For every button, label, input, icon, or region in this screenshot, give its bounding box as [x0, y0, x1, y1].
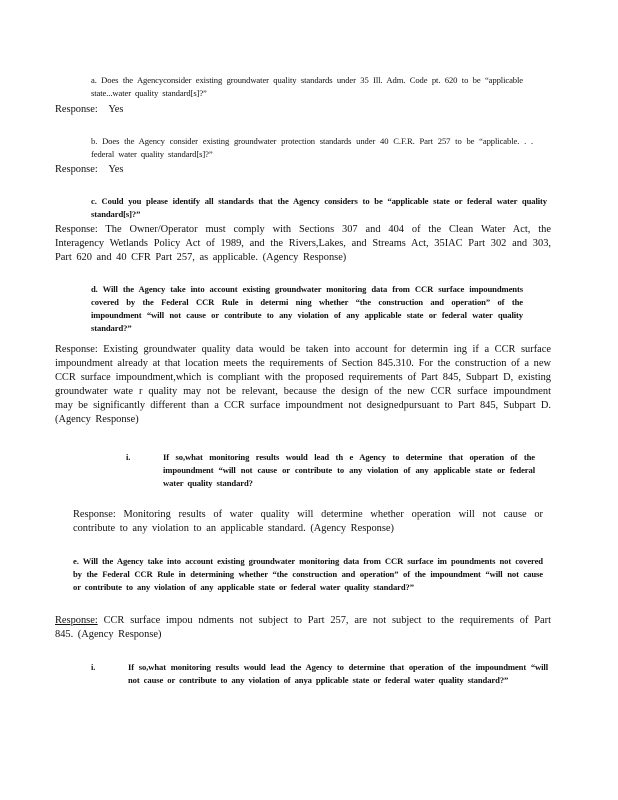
response-e — [55, 614, 551, 642]
response-label: Response: — [55, 104, 98, 115]
response-text: Existing groundwater quality data would be taken into account for determin ing if a CCR surface impoundment already at that location meets the requirements of Section 845.310. For the construction of a new CCR surface impoundment,which is compliant with the proposed requirements of Part 845, Subpart D, existing groundwater wate r quality may not be relevant, because the design of the new CCR surface impoundment may be significantly different than a CCR surface impoundment not designedpursuant to Part 845, Subpart D.(Agency Response) — [55, 344, 551, 425]
response-c — [55, 223, 551, 265]
response-text: Monitoring results of water quality will determine whether operation will not cause or contribute to any violation to an applicable standard. (Agency Response) — [73, 509, 543, 534]
response-d — [55, 343, 551, 427]
response-text: CCR surface impou ndments not subject to Part 257, are not subject to the requirements of Part 845. (Agency Response) — [55, 615, 551, 640]
response-text: The Owner/Operator must comply with Sections 307 and 404 of the Clean Water Act, the Interagency Wetlands Policy Act of 1989, and the Rivers,Lakes, and Streams Act, 35IAC Part 302 and 303, Part 620 and 40 CFR Part 257, as applicable. (Agency Response) — [55, 224, 551, 263]
sub-item-marker: i. — [91, 662, 96, 672]
response-label: Response: — [55, 224, 98, 235]
response-b — [55, 163, 123, 177]
response-label: Response: — [55, 344, 98, 355]
question-c: c. Could you please identify all standards that the Agency considers to be “applicable state or federal water quality standard[s]?” — [91, 196, 547, 219]
response-text: Yes — [108, 164, 124, 175]
question-e-i: If so,what monitoring results would lead the Agency to determine that operation of the impoundment “will not cause or contribute to any violation of anya pplicable state or federal water quality standard?” — [128, 662, 548, 685]
response-text: Yes — [108, 104, 124, 115]
response-a — [55, 103, 123, 117]
response-d-i — [73, 508, 543, 536]
response-label: Response: — [73, 509, 116, 520]
question-e: e. Will the Agency take into account existing groundwater monitoring data from CCR surface im poundments not covered by the Federal CCR Rule in determining whether “the construction and operation” of the impoundment “will not cause or contribute to any violation of any applicable state or federal water quality standard?” — [73, 556, 543, 592]
question-a: a. Does the Agencyconsider existing groundwater quality standards under 35 Ill. Adm. Code pt. 620 to be “applicable state...water quality standard[s]?” — [91, 75, 523, 98]
question-b: b. Does the Agency consider existing groundwater protection standards under 40 C.F.R. Part 257 to be “applicable. . . federal water quality standard[s]?” — [91, 136, 533, 159]
response-label: Response: — [55, 164, 98, 175]
sub-item-marker: i. — [126, 452, 131, 462]
question-d: d. Will the Agency take into account existing groundwater monitoring data from CCR surface impoundments covered by the Federal CCR Rule in determi ning whether “the construction and operation” of the impoundment “will not cause or contribute to any violation of any applicable state or federal water quality standard?” — [91, 284, 523, 333]
response-label: Response: — [55, 615, 98, 626]
question-d-i: If so,what monitoring results would lead th e Agency to determine that operation of the impoundment “will not cause or contribute to any violation of any applicable state or federal water quality standard? — [163, 452, 535, 488]
